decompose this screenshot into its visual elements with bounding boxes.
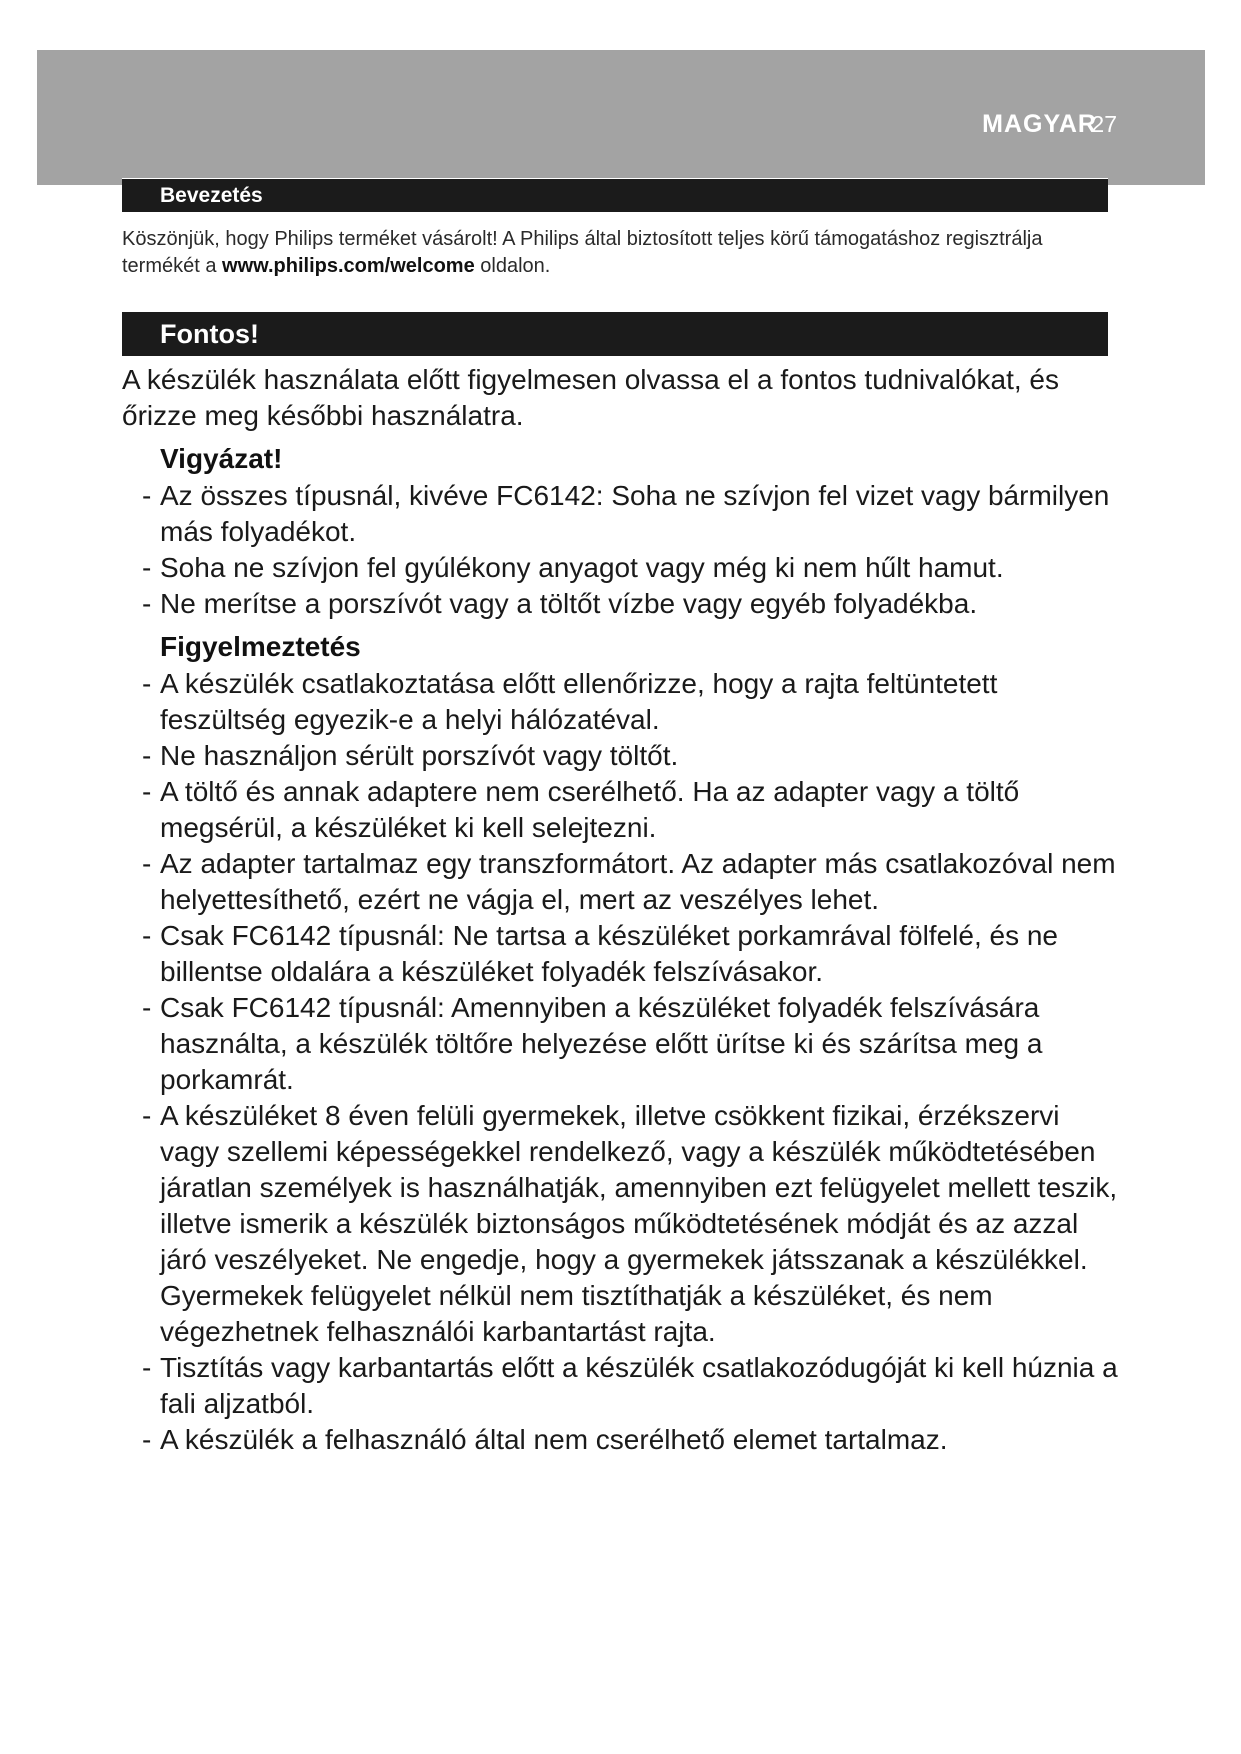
section-heading-important: Fontos!: [122, 312, 1108, 356]
list-item: - Csak FC6142 típusnál: Amennyiben a készüléket folyadék felszívására használta, a készülék töltőre helyezése előtt ürítse ki és szárítsa meg a porkamrát.: [122, 990, 1118, 1098]
list-item: - Soha ne szívjon fel gyúlékony anyagot vagy még ki nem hűlt hamut.: [122, 550, 1118, 586]
intro-text-before: Köszönjük, hogy Philips terméket vásárolt! A Philips által biztosított teljes körű támogatáshoz regisztrálja termékét a: [122, 228, 1043, 277]
header-page-number: 27: [1091, 111, 1117, 137]
list-item: - Ne használjon sérült porszívót vagy töltőt.: [122, 738, 1118, 774]
intro-link[interactable]: www.philips.com/welcome: [222, 255, 475, 277]
list-item: - Csak FC6142 típusnál: Ne tartsa a készüléket porkamrával fölfelé, és ne billentse oldalára a készüléket folyadék felszívásakor.: [122, 918, 1118, 990]
important-intro: A készülék használata előtt figyelmesen olvassa el a fontos tudnivalókat, és őrizze meg későbbi használatra.: [122, 364, 1059, 431]
warning-heading: Figyelmeztetés: [160, 631, 361, 662]
list-item: - A készülék a felhasználó által nem cserélhető elemet tartalmaz.: [122, 1422, 1118, 1458]
danger-heading: Vigyázat!: [160, 443, 283, 474]
list-item: - Az adapter tartalmaz egy transzformátort. Az adapter más csatlakozóval nem helyettesíthető, ezért ne vágja el, mert az veszélyes lehet.: [122, 846, 1118, 918]
important-content: [122, 362, 1118, 1458]
header-language: MAGYAR: [982, 110, 1097, 138]
list-item: - A készülék csatlakoztatása előtt ellenőrizze, hogy a rajta feltüntetett feszültség egyezik-e a helyi hálózatéval.: [122, 666, 1118, 738]
intro-paragraph: [122, 226, 1122, 280]
warning-list: [122, 666, 1118, 1458]
section-heading-intro: Bevezetés: [122, 178, 1108, 212]
list-item: - A töltő és annak adaptere nem cserélhető. Ha az adapter vagy a töltő megsérül, a készüléket ki kell selejtezni.: [122, 774, 1118, 846]
list-item: - A készüléket 8 éven felüli gyermekek, illetve csökkent fizikai, érzékszervi vagy szellemi képességekkel rendelkező, vagy a készülék működtetésében járatlan személyek is használhatják, amennyiben ezt felügyelet mellett teszik, illetve ismerik a készülék biztonságos működtetésének módját és az azzal járó veszélyeket. Ne engedje, hogy a gyermekek játsszanak a készülékkel. Gyermekek felügyelet nélkül nem tisztíthatják a készüléket, és nem végezhetnek felhasználói karbantartást rajta.: [122, 1098, 1118, 1350]
danger-list: [122, 478, 1118, 622]
list-item: - Az összes típusnál, kivéve FC6142: Soha ne szívjon fel vizet vagy bármilyen más folyadékot.: [122, 478, 1118, 550]
list-item: - Tisztítás vagy karbantartás előtt a készülék csatlakozódugóját ki kell húznia a fali aljzatból.: [122, 1350, 1118, 1422]
intro-text-after: oldalon.: [474, 255, 551, 277]
list-item: - Ne merítse a porszívót vagy a töltőt vízbe vagy egyéb folyadékba.: [122, 586, 1118, 622]
